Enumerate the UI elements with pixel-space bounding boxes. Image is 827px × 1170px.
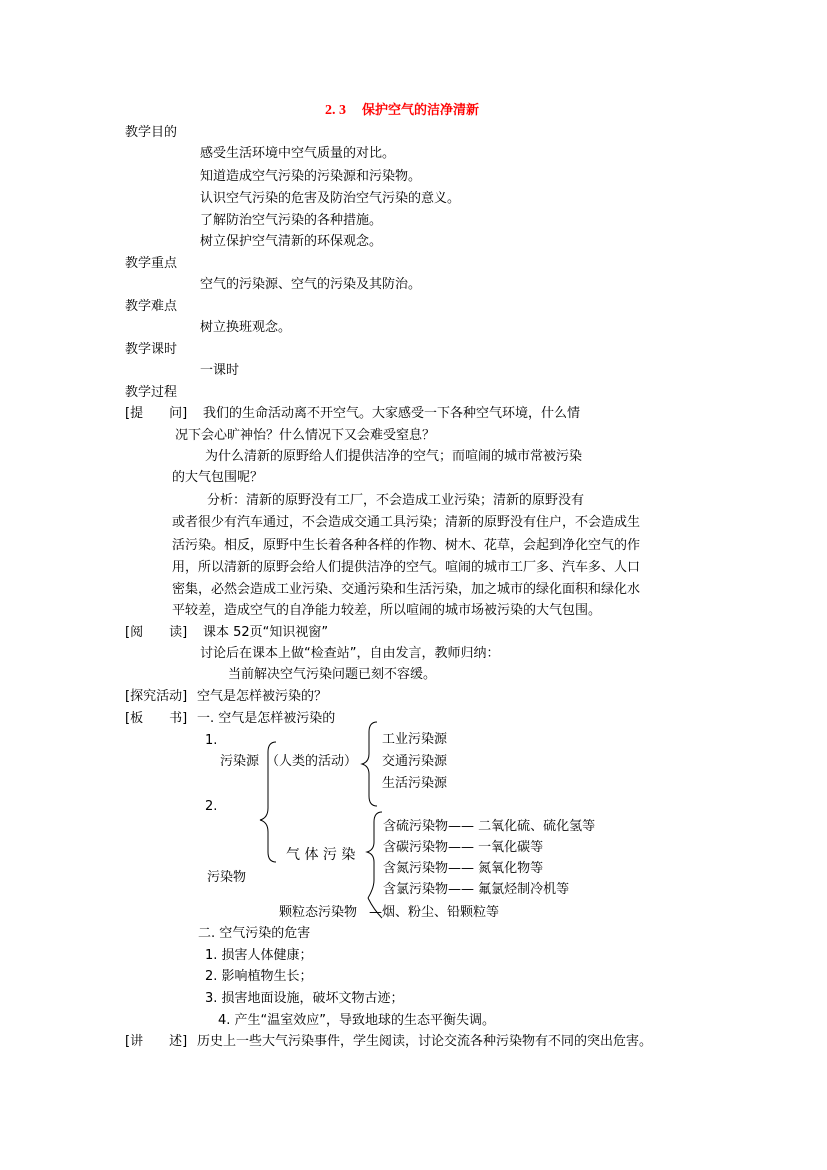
main-brace	[260, 742, 276, 862]
gas-item: 含氯污染物—— 氟氯烃制冷机等	[383, 882, 570, 897]
board-number-2: 2.	[205, 799, 218, 814]
objective-item: 树立保护空气清新的环保观念。	[200, 234, 383, 249]
ask-tag: [提 问]	[125, 406, 188, 421]
question-2-line-1: 为什么清新的原野给人们提供洁净的空气；而喧闹的城市常被污染	[205, 449, 583, 464]
lecture-text: 历史上一些大气污染事件，学生阅读，讨论交流各种污染物有不同的突出危害。	[197, 1034, 653, 1049]
source-item: 生活污染源	[382, 776, 448, 791]
explore-text: 空气是怎样被污染的？	[197, 689, 328, 704]
process-heading: 教学过程	[125, 385, 178, 400]
harm-heading: 二. 空气污染的危害	[198, 926, 311, 941]
ask-line-2: 况下会心旷神怡？什么情况下又会难受窒息？	[175, 428, 436, 443]
particle-label: 颗粒态污染物	[279, 905, 358, 920]
question-2-line-2: 的大气包围呢？	[172, 470, 264, 485]
harm-item: 1. 损害人体健康；	[205, 948, 313, 963]
gas-item: 含碳污染物—— 一氧化碳等	[383, 840, 544, 855]
objective-item: 知道造成空气污染的污染源和污染物。	[200, 169, 422, 184]
harm-item: 3. 损害地面设施，破坏文物古迹；	[205, 991, 404, 1006]
analysis-line: 平较差，造成空气的自净能力较差，所以喧闹的城市场被污染的大气包围。	[172, 603, 602, 618]
read-text: 课本 52页“知识视窗”	[203, 625, 329, 640]
particle-items: —烟、粉尘、铅颗粒等	[369, 905, 500, 920]
difficulty-heading: 教学难点	[125, 299, 178, 314]
discuss-text: 讨论后在课本上做“检查站”，自由发言，教师归纳：	[200, 646, 500, 661]
harm-item: 4. 产生“温室效应”，导致地球的生态平衡失调。	[218, 1013, 496, 1028]
lecture-tag: [讲 述]	[125, 1034, 188, 1049]
objective-item: 感受生活环境中空气质量的对比。	[200, 146, 396, 161]
pollutant-label: 污染物	[207, 870, 247, 885]
objectives-heading: 教学目的	[125, 125, 178, 140]
gas-pollution-label: 气 体 污 染	[286, 847, 356, 863]
key-text: 空气的污染源、空气的污染及其防治。	[200, 277, 422, 292]
hours-heading: 教学课时	[125, 342, 178, 357]
analysis-line: 密集，必然会造成工业污染、交通污染和生活污染，加之城市的绿化面积和绿化水	[172, 582, 641, 597]
conclusion-text: 当前解决空气污染问题已刻不容缓。	[228, 667, 437, 682]
title-text: 保护空气的洁净清新	[362, 103, 480, 118]
board-tag: [板 书]	[125, 711, 188, 726]
gas-item: 含氮污染物—— 氮氧化物等	[383, 861, 544, 876]
objective-item: 了解防治空气污染的各种措施。	[200, 213, 383, 228]
read-tag: [阅 读]	[125, 625, 188, 640]
board-number-1: 1.	[205, 733, 218, 748]
source-brace	[362, 722, 377, 806]
objective-item: 认识空气污染的危害及防治空气污染的意义。	[200, 191, 461, 206]
difficulty-text: 树立换班观念。	[200, 320, 292, 335]
key-heading: 教学重点	[125, 256, 178, 271]
title-number: 2. 3	[325, 103, 346, 118]
gas-item: 含硫污染物—— 二氧化硫、硫化氢等	[383, 819, 596, 834]
source-label: 污染源	[220, 754, 260, 769]
explore-tag: [探究活动]	[125, 689, 188, 704]
board-heading: 一. 空气是怎样被污染的	[197, 711, 336, 726]
source-item: 工业污染源	[382, 732, 448, 747]
human-activity-label: （人类的活动）	[266, 754, 358, 769]
analysis-line: 或者很少有汽车通过，不会造成交通工具污染；清新的原野没有住户，不会造成生	[172, 515, 641, 530]
particle-brace	[368, 898, 382, 918]
ask-line-1: 我们的生命活动离不开空气。大家感受一下各种空气环境，什么情	[203, 406, 581, 421]
analysis-line: 分析：清新的原野没有工厂，不会造成工业污染；清新的原野没有	[207, 493, 585, 508]
source-item: 交通污染源	[382, 754, 448, 769]
analysis-line: 用，所以清新的原野会给人们提供洁净的空气。喧闹的城市工厂多、汽车多、人口	[172, 560, 641, 575]
harm-item: 2. 影响植物生长；	[205, 969, 313, 984]
hours-text: 一课时	[200, 363, 240, 378]
gas-brace	[367, 812, 382, 898]
analysis-line: 活污染。相反，原野中生长着各种各样的作物、树木、花草，会起到净化空气的作	[172, 538, 641, 553]
